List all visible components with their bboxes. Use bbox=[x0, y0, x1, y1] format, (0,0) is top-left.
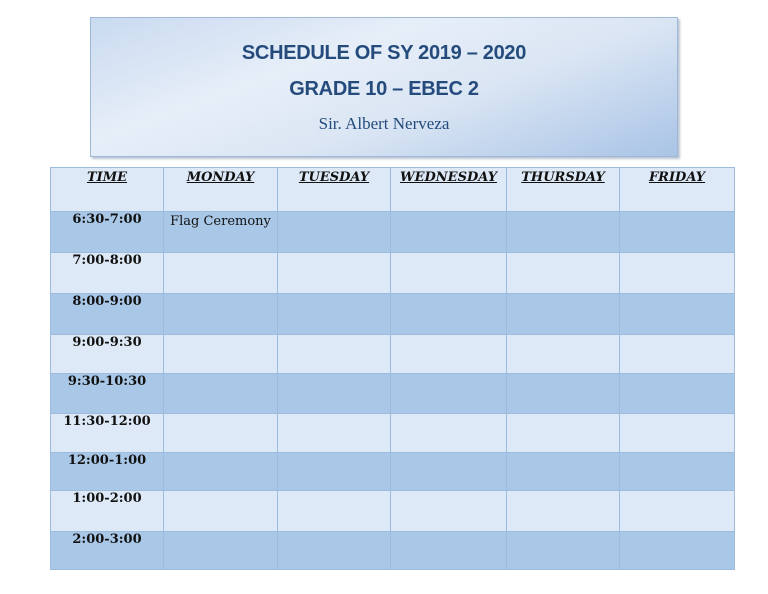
time-cell: 7:00-8:00 bbox=[51, 253, 164, 294]
time-cell: 6:30-7:00 bbox=[51, 212, 164, 253]
thursday-cell bbox=[507, 453, 620, 491]
tuesday-cell bbox=[278, 335, 391, 374]
wednesday-cell bbox=[391, 532, 507, 570]
schedule-header-box bbox=[90, 17, 678, 157]
column-header-friday: FRIDAY bbox=[620, 168, 735, 212]
friday-cell bbox=[620, 414, 735, 453]
time-cell: 9:30-10:30 bbox=[51, 374, 164, 414]
thursday-cell bbox=[507, 414, 620, 453]
friday-cell bbox=[620, 294, 735, 335]
thursday-cell bbox=[507, 532, 620, 570]
time-cell: 11:30-12:00 bbox=[51, 414, 164, 453]
tuesday-cell bbox=[278, 491, 391, 532]
friday-cell bbox=[620, 212, 735, 253]
tuesday-cell bbox=[278, 374, 391, 414]
wednesday-cell bbox=[391, 294, 507, 335]
tuesday-cell bbox=[278, 294, 391, 335]
column-header-monday: MONDAY bbox=[164, 168, 278, 212]
table-row bbox=[51, 374, 735, 414]
time-cell: 8:00-9:00 bbox=[51, 294, 164, 335]
tuesday-cell bbox=[278, 453, 391, 491]
monday-cell bbox=[164, 532, 278, 570]
monday-cell bbox=[164, 414, 278, 453]
tuesday-cell bbox=[278, 212, 391, 253]
monday-cell bbox=[164, 453, 278, 491]
time-cell: 2:00-3:00 bbox=[51, 532, 164, 570]
wednesday-cell bbox=[391, 212, 507, 253]
monday-cell: Flag Ceremony bbox=[164, 212, 278, 253]
table-row bbox=[51, 253, 735, 294]
friday-cell bbox=[620, 453, 735, 491]
column-header-tuesday: TUESDAY bbox=[278, 168, 391, 212]
wednesday-cell bbox=[391, 453, 507, 491]
grade-section-title: GRADE 10 – EBEC 2 bbox=[289, 78, 479, 100]
column-header-thursday: THURSDAY bbox=[507, 168, 620, 212]
thursday-cell bbox=[507, 374, 620, 414]
friday-cell bbox=[620, 374, 735, 414]
time-cell: 12:00-1:00 bbox=[51, 453, 164, 491]
tuesday-cell bbox=[278, 532, 391, 570]
wednesday-cell bbox=[391, 374, 507, 414]
time-cell: 1:00-2:00 bbox=[51, 491, 164, 532]
wednesday-cell bbox=[391, 335, 507, 374]
table-row bbox=[51, 453, 735, 491]
table-row bbox=[51, 532, 735, 570]
thursday-cell bbox=[507, 212, 620, 253]
thursday-cell bbox=[507, 253, 620, 294]
table-row bbox=[51, 491, 735, 532]
table-row bbox=[51, 335, 735, 374]
thursday-cell bbox=[507, 335, 620, 374]
time-cell: 9:00-9:30 bbox=[51, 335, 164, 374]
monday-cell bbox=[164, 294, 278, 335]
column-header-wednesday: WEDNESDAY bbox=[391, 168, 507, 212]
monday-cell bbox=[164, 253, 278, 294]
table-row bbox=[51, 294, 735, 335]
column-header-time: TIME bbox=[51, 168, 164, 212]
schedule-table bbox=[50, 167, 735, 570]
monday-cell bbox=[164, 491, 278, 532]
friday-cell bbox=[620, 491, 735, 532]
monday-cell bbox=[164, 374, 278, 414]
table-row bbox=[51, 414, 735, 453]
teacher-name: Sir. Albert Nerveza bbox=[318, 114, 450, 133]
tuesday-cell bbox=[278, 253, 391, 294]
thursday-cell bbox=[507, 491, 620, 532]
monday-cell bbox=[164, 335, 278, 374]
schedule-title: SCHEDULE OF SY 2019 – 2020 bbox=[241, 42, 527, 64]
friday-cell bbox=[620, 335, 735, 374]
table-header-row bbox=[51, 168, 735, 212]
thursday-cell bbox=[507, 294, 620, 335]
wednesday-cell bbox=[391, 414, 507, 453]
friday-cell bbox=[620, 253, 735, 294]
friday-cell bbox=[620, 532, 735, 570]
wednesday-cell bbox=[391, 253, 507, 294]
tuesday-cell bbox=[278, 414, 391, 453]
table-row bbox=[51, 212, 735, 253]
wednesday-cell bbox=[391, 491, 507, 532]
